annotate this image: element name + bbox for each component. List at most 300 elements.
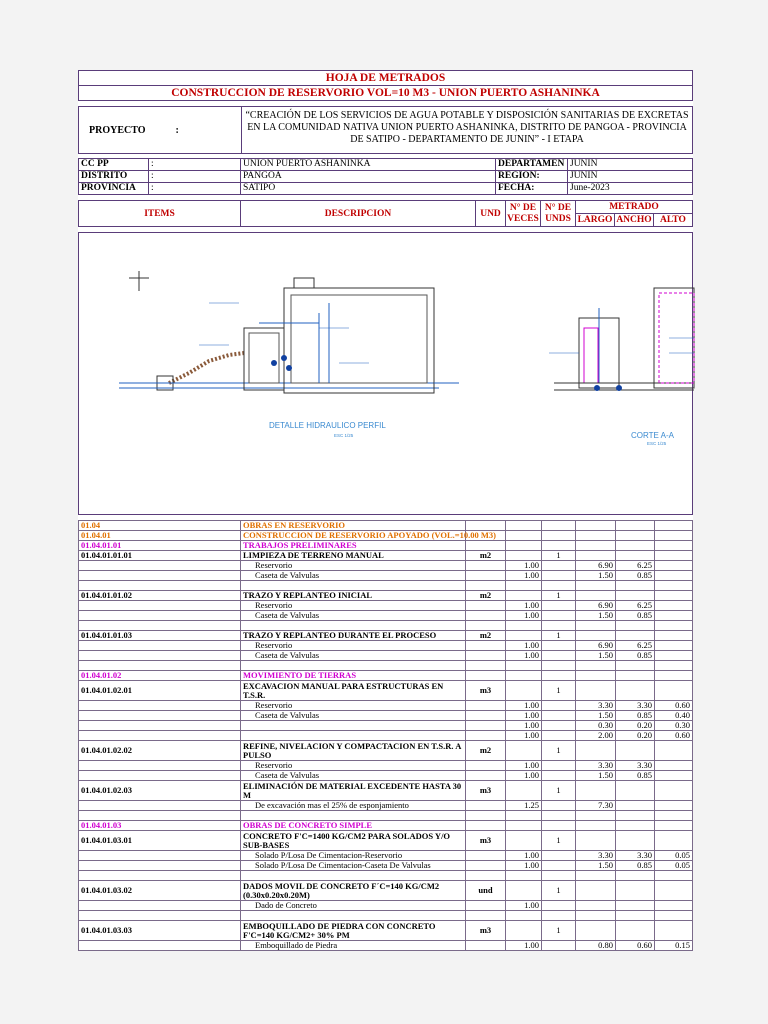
empty-cell xyxy=(616,811,655,821)
info-label: CC PP xyxy=(79,159,149,171)
item-row xyxy=(79,591,693,601)
detail-alto xyxy=(655,651,693,661)
item-code: 01.04.01.03.01 xyxy=(79,831,241,851)
item-veces xyxy=(506,681,542,701)
empty-cell xyxy=(79,611,241,621)
empty-cell xyxy=(466,601,506,611)
empty-cell xyxy=(506,911,542,921)
project-label-cell xyxy=(79,107,241,153)
info-colon: : xyxy=(149,159,241,171)
item-unds: 1 xyxy=(542,741,576,761)
empty-cell xyxy=(542,941,576,951)
right-drawing-caption: CORTE A-A xyxy=(631,431,674,440)
spacer-row xyxy=(79,621,693,631)
empty-cell xyxy=(576,811,616,821)
item-description: REFINE, NIVELACION Y COMPACTACION EN T.S.R. A PULSO xyxy=(241,741,466,761)
item-alto xyxy=(655,741,693,761)
empty-cell xyxy=(466,801,506,811)
detail-row xyxy=(79,861,693,871)
empty-cell xyxy=(79,851,241,861)
detail-description: Caseta de Valvulas xyxy=(241,651,466,661)
empty-cell xyxy=(79,731,241,741)
item-unit: und xyxy=(466,881,506,901)
detail-veces: 1.00 xyxy=(506,771,542,781)
empty-cell xyxy=(466,541,506,551)
detail-description: Reservorio xyxy=(241,761,466,771)
section-row xyxy=(79,671,693,681)
empty-cell xyxy=(616,541,655,551)
item-row xyxy=(79,631,693,641)
item-alto xyxy=(655,681,693,701)
empty-cell xyxy=(466,811,506,821)
detail-row xyxy=(79,601,693,611)
section-row xyxy=(79,541,693,551)
empty-cell xyxy=(466,641,506,651)
empty-cell xyxy=(466,771,506,781)
detail-row xyxy=(79,641,693,651)
detail-veces: 1.00 xyxy=(506,901,542,911)
info-row xyxy=(79,171,693,183)
detail-alto xyxy=(655,801,693,811)
detail-ancho: 0.85 xyxy=(616,611,655,621)
detail-veces: 1.00 xyxy=(506,601,542,611)
item-description: ELIMINACIÓN DE MATERIAL EXCEDENTE HASTA 30 M xyxy=(241,781,466,801)
empty-cell xyxy=(655,821,693,831)
item-code: 01.04.01.03.03 xyxy=(79,921,241,941)
detail-veces: 1.00 xyxy=(506,861,542,871)
item-code: 01.04.01.01.03 xyxy=(79,631,241,641)
empty-cell xyxy=(616,581,655,591)
item-unds: 1 xyxy=(542,781,576,801)
detail-largo: 6.90 xyxy=(576,561,616,571)
empty-cell xyxy=(466,871,506,881)
section-code: 01.04.01.01 xyxy=(79,541,241,551)
detail-veces: 1.00 xyxy=(506,711,542,721)
empty-cell xyxy=(542,581,576,591)
detail-row xyxy=(79,701,693,711)
detail-largo: 1.50 xyxy=(576,711,616,721)
col-veces: N° DE VECES xyxy=(506,201,541,227)
empty-cell xyxy=(576,871,616,881)
empty-cell xyxy=(506,621,542,631)
empty-cell xyxy=(466,851,506,861)
empty-cell xyxy=(542,901,576,911)
empty-cell xyxy=(542,851,576,861)
detail-description: Reservorio xyxy=(241,701,466,711)
detail-ancho: 0.20 xyxy=(616,731,655,741)
empty-cell xyxy=(79,561,241,571)
detail-veces: 1.00 xyxy=(506,851,542,861)
empty-cell xyxy=(542,541,576,551)
item-row xyxy=(79,681,693,701)
item-description: EMBOQUILLADO DE PIEDRA CON CONCRETO F'C=140 KG/CM2+ 30% PM xyxy=(241,921,466,941)
empty-cell xyxy=(79,861,241,871)
empty-cell xyxy=(79,801,241,811)
empty-cell xyxy=(542,611,576,621)
section-row xyxy=(79,531,693,541)
info-value: SATIPO xyxy=(241,183,496,195)
item-unds: 1 xyxy=(542,921,576,941)
item-ancho xyxy=(616,591,655,601)
detail-ancho: 3.30 xyxy=(616,701,655,711)
empty-cell xyxy=(506,871,542,881)
detail-row xyxy=(79,711,693,721)
detail-description: Reservorio xyxy=(241,641,466,651)
item-row xyxy=(79,741,693,761)
empty-cell xyxy=(576,581,616,591)
detail-alto xyxy=(655,561,693,571)
section-code: 01.04.01.02 xyxy=(79,671,241,681)
item-veces xyxy=(506,831,542,851)
detail-ancho: 0.85 xyxy=(616,711,655,721)
info-label-2: FECHA: xyxy=(496,183,568,195)
spacer-row xyxy=(79,661,693,671)
item-unit: m2 xyxy=(466,741,506,761)
detail-description: De excavación mas el 25% de esponjamiento xyxy=(241,801,466,811)
empty-cell xyxy=(576,541,616,551)
detail-ancho: 0.85 xyxy=(616,651,655,661)
empty-cell xyxy=(466,581,506,591)
empty-cell xyxy=(466,901,506,911)
empty-cell xyxy=(466,521,506,531)
detail-description: Reservorio xyxy=(241,561,466,571)
item-unit: m3 xyxy=(466,781,506,801)
item-largo xyxy=(576,921,616,941)
detail-largo: 1.50 xyxy=(576,611,616,621)
item-unit: m3 xyxy=(466,831,506,851)
detail-description: Caseta de Valvulas xyxy=(241,711,466,721)
empty-cell xyxy=(655,811,693,821)
detail-veces: 1.00 xyxy=(506,571,542,581)
north-crosshair-icon xyxy=(129,271,149,291)
empty-cell xyxy=(466,911,506,921)
info-row xyxy=(79,159,693,171)
empty-cell xyxy=(542,671,576,681)
detail-veces: 1.00 xyxy=(506,641,542,651)
empty-cell xyxy=(466,651,506,661)
empty-cell xyxy=(506,661,542,671)
empty-cell xyxy=(655,661,693,671)
col-ancho: ANCHO xyxy=(616,215,652,225)
item-alto xyxy=(655,551,693,561)
detail-veces: 1.00 xyxy=(506,941,542,951)
empty-cell xyxy=(542,711,576,721)
item-largo xyxy=(576,881,616,901)
empty-cell xyxy=(466,561,506,571)
column-header-table xyxy=(78,200,693,227)
item-code: 01.04.01.01.02 xyxy=(79,591,241,601)
empty-cell xyxy=(655,581,693,591)
empty-cell xyxy=(466,761,506,771)
item-alto xyxy=(655,781,693,801)
item-ancho xyxy=(616,781,655,801)
empty-cell xyxy=(241,661,466,671)
left-drawing-scale: ESC 1/25 xyxy=(334,433,354,438)
empty-cell xyxy=(466,941,506,951)
item-largo xyxy=(576,631,616,641)
detail-largo: 3.30 xyxy=(576,701,616,711)
right-drawing-scale: ESC 1/25 xyxy=(647,441,667,446)
empty-cell xyxy=(506,541,542,551)
item-largo xyxy=(576,681,616,701)
detail-row xyxy=(79,941,693,951)
detail-row xyxy=(79,561,693,571)
detail-row xyxy=(79,801,693,811)
item-veces xyxy=(506,921,542,941)
info-row xyxy=(79,183,693,195)
item-veces xyxy=(506,881,542,901)
detail-largo: 0.80 xyxy=(576,941,616,951)
empty-cell xyxy=(542,521,576,531)
empty-cell xyxy=(506,521,542,531)
empty-cell xyxy=(655,531,693,541)
item-ancho xyxy=(616,551,655,561)
info-value-2: JUNIN xyxy=(568,171,693,183)
detail-ancho: 0.60 xyxy=(616,941,655,951)
item-description: DADOS MOVIL DE CONCRETO F´C=140 KG/CM2 (0.30x0.20x0.20M) xyxy=(241,881,466,901)
sheet-header xyxy=(78,70,693,101)
hydraulic-profile-sketch xyxy=(119,278,459,393)
detail-ancho: 3.30 xyxy=(616,851,655,861)
detail-alto xyxy=(655,601,693,611)
empty-cell xyxy=(655,621,693,631)
empty-cell xyxy=(506,821,542,831)
empty-cell xyxy=(542,621,576,631)
info-label-2: REGION: xyxy=(496,171,568,183)
detail-row xyxy=(79,611,693,621)
empty-cell xyxy=(576,621,616,631)
info-label-2: DEPARTAMEN xyxy=(496,159,568,171)
item-alto xyxy=(655,591,693,601)
section-code: 01.04.01 xyxy=(79,531,241,541)
location-info-table xyxy=(78,158,693,195)
detail-alto xyxy=(655,761,693,771)
item-code: 01.04.01.01.01 xyxy=(79,551,241,561)
detail-row xyxy=(79,571,693,581)
item-row xyxy=(79,831,693,851)
item-code: 01.04.01.02.01 xyxy=(79,681,241,701)
empty-cell xyxy=(616,521,655,531)
item-unit: m2 xyxy=(466,631,506,641)
section-title: OBRAS DE CONCRETO SIMPLE xyxy=(241,821,466,831)
col-und: UND xyxy=(476,201,506,227)
empty-cell xyxy=(576,671,616,681)
item-unit: m2 xyxy=(466,591,506,601)
item-largo xyxy=(576,831,616,851)
empty-cell xyxy=(576,821,616,831)
empty-cell xyxy=(466,671,506,681)
empty-cell xyxy=(616,821,655,831)
info-colon: : xyxy=(149,183,241,195)
detail-ancho: 6.25 xyxy=(616,561,655,571)
empty-cell xyxy=(466,861,506,871)
item-veces xyxy=(506,551,542,561)
item-ancho xyxy=(616,681,655,701)
detail-description xyxy=(241,721,466,731)
item-alto xyxy=(655,881,693,901)
empty-cell xyxy=(241,581,466,591)
empty-cell xyxy=(79,871,241,881)
empty-cell xyxy=(542,651,576,661)
info-value-2: JUNIN xyxy=(568,159,693,171)
empty-cell xyxy=(241,911,466,921)
empty-cell xyxy=(466,711,506,721)
item-unit: m3 xyxy=(466,681,506,701)
detail-largo: 3.30 xyxy=(576,761,616,771)
spacer-row xyxy=(79,581,693,591)
empty-cell xyxy=(241,811,466,821)
detail-row xyxy=(79,771,693,781)
detail-ancho: 0.85 xyxy=(616,861,655,871)
item-unds: 1 xyxy=(542,551,576,561)
detail-alto xyxy=(655,771,693,781)
empty-cell xyxy=(79,581,241,591)
item-unit: m2 xyxy=(466,551,506,561)
empty-cell xyxy=(79,761,241,771)
empty-cell xyxy=(542,661,576,671)
detail-description: Reservorio xyxy=(241,601,466,611)
detail-ancho: 6.25 xyxy=(616,641,655,651)
detail-largo: 1.50 xyxy=(576,571,616,581)
item-unds: 1 xyxy=(542,831,576,851)
detail-veces: 1.00 xyxy=(506,701,542,711)
empty-cell xyxy=(466,721,506,731)
item-code: 01.04.01.02.03 xyxy=(79,781,241,801)
item-ancho xyxy=(616,831,655,851)
item-largo xyxy=(576,781,616,801)
cad-drawing xyxy=(78,232,693,515)
empty-cell xyxy=(616,871,655,881)
item-description: TRAZO Y REPLANTEO INICIAL xyxy=(241,591,466,601)
empty-cell xyxy=(616,661,655,671)
col-items: ITEMS xyxy=(79,201,241,227)
detail-description: Solado P/Losa De Cimentacion-Caseta De Valvulas xyxy=(241,861,466,871)
project-name: “CREACIÓN DE LOS SERVICIOS DE AGUA POTABLE Y DISPOSICIÓN SANITARIAS DE EXCRETAS EN LA COMUNIDAD NATIVA UNION PUERTO ASHANINKA, DISTRITO DE PANGOA - PROVINCIA DE SATIPO - DEPARTAMENTO DE JUNIN” - I ETAPA xyxy=(241,107,692,153)
sheet-subtitle: CONSTRUCCION DE RESERVORIO VOL=10 M3 - UNION PUERTO ASHANINKA xyxy=(171,87,600,99)
info-value-2: June-2023 xyxy=(568,183,693,195)
item-alto xyxy=(655,921,693,941)
detail-veces: 1.25 xyxy=(506,801,542,811)
item-veces xyxy=(506,591,542,601)
empty-cell xyxy=(616,671,655,681)
detail-ancho: 0.20 xyxy=(616,721,655,731)
item-ancho xyxy=(616,741,655,761)
item-unds: 1 xyxy=(542,591,576,601)
item-code: 01.04.01.03.02 xyxy=(79,881,241,901)
empty-cell xyxy=(616,911,655,921)
empty-cell xyxy=(542,561,576,571)
empty-cell xyxy=(655,871,693,881)
detail-veces: 1.00 xyxy=(506,651,542,661)
empty-cell xyxy=(542,571,576,581)
detail-row xyxy=(79,651,693,661)
empty-cell xyxy=(542,701,576,711)
empty-cell xyxy=(542,731,576,741)
empty-cell xyxy=(466,731,506,741)
empty-cell xyxy=(241,621,466,631)
empty-cell xyxy=(655,541,693,551)
item-unds: 1 xyxy=(542,881,576,901)
detail-description: Caseta de Valvulas xyxy=(241,611,466,621)
item-code: 01.04.01.02.02 xyxy=(79,741,241,761)
detail-ancho: 0.85 xyxy=(616,771,655,781)
empty-cell xyxy=(616,531,655,541)
item-largo xyxy=(576,551,616,561)
detail-alto: 0.60 xyxy=(655,701,693,711)
detail-largo: 6.90 xyxy=(576,601,616,611)
item-ancho xyxy=(616,631,655,641)
detail-description: Dado de Concreto xyxy=(241,901,466,911)
detail-veces: 1.00 xyxy=(506,561,542,571)
info-value: PANGOA xyxy=(241,171,496,183)
item-row xyxy=(79,781,693,801)
detail-largo: 2.00 xyxy=(576,731,616,741)
detail-veces: 1.00 xyxy=(506,731,542,741)
empty-cell xyxy=(542,861,576,871)
detail-largo xyxy=(576,901,616,911)
col-descripcion: DESCRIPCION xyxy=(241,201,476,227)
section-title: OBRAS EN RESERVORIO xyxy=(241,521,466,531)
item-largo xyxy=(576,591,616,601)
empty-cell xyxy=(466,661,506,671)
detail-description: Emboquillado de Piedra xyxy=(241,941,466,951)
empty-cell xyxy=(79,771,241,781)
spacer-row xyxy=(79,811,693,821)
empty-cell xyxy=(542,721,576,731)
detail-ancho: 6.25 xyxy=(616,601,655,611)
section-title: CONSTRUCCION DE RESERVORIO APOYADO (VOL.=10.00 M3) xyxy=(241,531,466,541)
item-ancho xyxy=(616,921,655,941)
detail-row xyxy=(79,731,693,741)
detail-largo: 0.30 xyxy=(576,721,616,731)
detail-row xyxy=(79,851,693,861)
empty-cell xyxy=(466,621,506,631)
empty-cell xyxy=(655,521,693,531)
detail-largo: 1.50 xyxy=(576,651,616,661)
item-veces xyxy=(506,741,542,761)
detail-alto xyxy=(655,571,693,581)
detail-alto: 0.60 xyxy=(655,731,693,741)
empty-cell xyxy=(542,811,576,821)
section-code: 01.04 xyxy=(79,521,241,531)
item-row xyxy=(79,551,693,561)
empty-cell xyxy=(466,821,506,831)
empty-cell xyxy=(542,601,576,611)
detail-largo: 7.30 xyxy=(576,801,616,811)
detail-alto: 0.15 xyxy=(655,941,693,951)
item-alto xyxy=(655,831,693,851)
col-metrado: METRADO xyxy=(576,201,693,214)
item-veces xyxy=(506,631,542,641)
item-ancho xyxy=(616,881,655,901)
detail-description: Solado P/Losa De Cimentacion-Reservorio xyxy=(241,851,466,861)
detail-ancho xyxy=(616,801,655,811)
detail-largo: 1.50 xyxy=(576,861,616,871)
empty-cell xyxy=(79,621,241,631)
detail-ancho xyxy=(616,901,655,911)
info-label: PROVINCIA xyxy=(79,183,149,195)
empty-cell xyxy=(79,721,241,731)
detail-largo: 6.90 xyxy=(576,641,616,651)
section-row xyxy=(79,821,693,831)
item-description: TRAZO Y REPLANTEO DURANTE EL PROCESO xyxy=(241,631,466,641)
empty-cell xyxy=(576,661,616,671)
detail-row xyxy=(79,761,693,771)
empty-cell xyxy=(576,531,616,541)
empty-cell xyxy=(466,571,506,581)
empty-cell xyxy=(655,911,693,921)
section-cut-sketch xyxy=(549,288,694,391)
